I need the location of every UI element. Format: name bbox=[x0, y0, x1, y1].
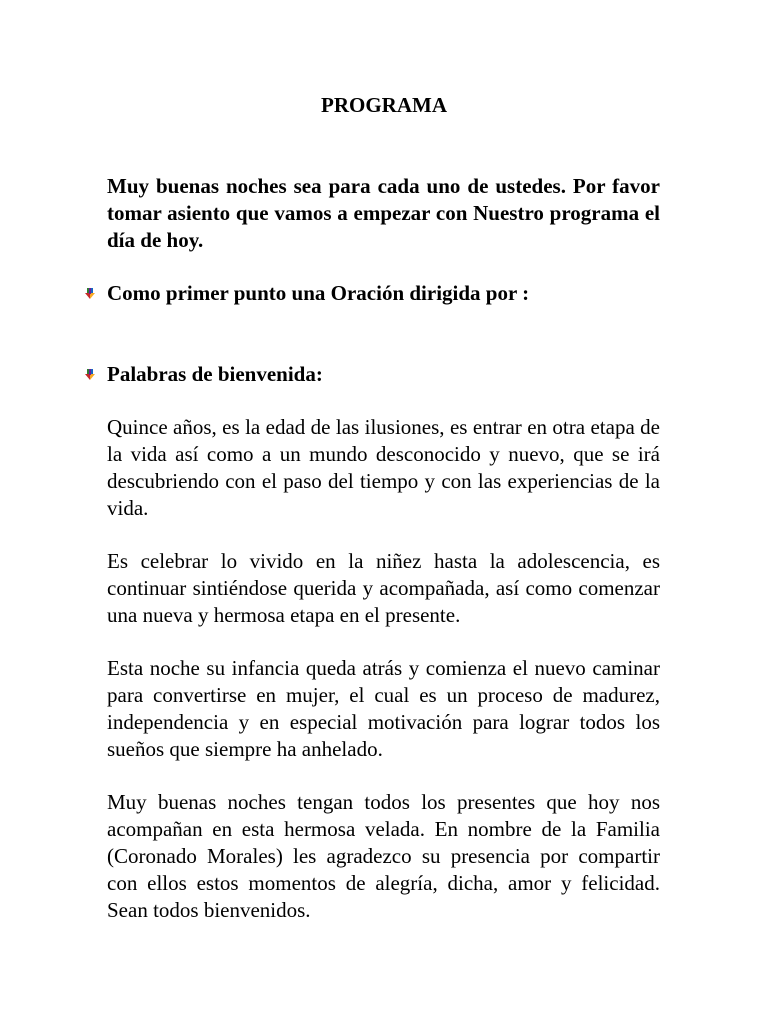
bullet-item-opening-prayer: Como primer punto una Oración dirigida por : bbox=[107, 281, 530, 305]
body-paragraph-1: Quince años, es la edad de las ilusiones, es entrar en otra etapa de la vida así como a un mundo desconocido y nuevo, que se irá descubriendo con el paso del tiempo y con las experiencias de la vida. bbox=[107, 415, 660, 520]
bullet-item-welcome-words: Palabras de bienvenida: bbox=[107, 362, 323, 386]
body-paragraph-3: Esta noche su infancia queda atrás y comienza el nuevo caminar para convertirse en mujer, el cual es un proceso de madurez, independencia y en especial motivación para lograr todos los sueños que siempre ha anhelado. bbox=[107, 656, 660, 761]
intro-paragraph: Muy buenas noches sea para cada uno de ustedes. Por favor tomar asiento que vamos a empezar con Nuestro programa el día de hoy. bbox=[107, 174, 660, 252]
arrow-down-bullet-icon bbox=[84, 369, 96, 381]
body-paragraph-2: Es celebrar lo vivido en la niñez hasta la adolescencia, es continuar sintiéndose querida y acompañada, así como comenzar una nueva y hermosa etapa en el presente. bbox=[107, 549, 660, 627]
page-title: PROGRAMA bbox=[321, 93, 447, 117]
arrow-down-bullet-icon bbox=[84, 288, 96, 300]
body-paragraph-4: Muy buenas noches tengan todos los presentes que hoy nos acompañan en esta hermosa velada. En nombre de la Familia (Coronado Morales) les agradezco su presencia por compartir con ellos estos momentos de alegría, dicha, amor y felicidad. Sean todos bienvenidos. bbox=[107, 790, 660, 922]
